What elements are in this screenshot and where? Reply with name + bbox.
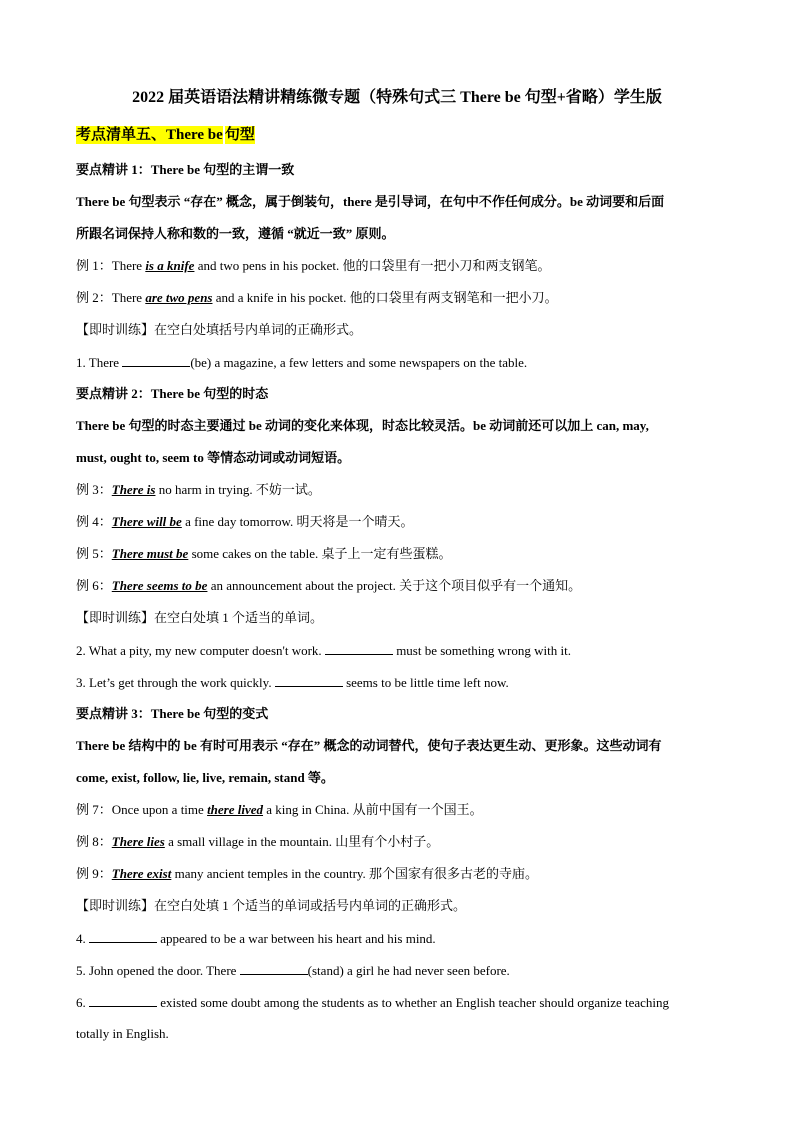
example-7-emphasis: there lived	[207, 802, 264, 817]
example-8-rest: a small village in the mountain. 山里有个小村子。	[164, 834, 440, 849]
example-6	[76, 578, 581, 594]
example-3-rest: no harm in trying. 不妨一试。	[155, 482, 321, 497]
example-4	[76, 514, 414, 530]
example-6-rest: an announcement about the project. 关于这个项目似乎有一个通知。	[207, 578, 582, 593]
point1-desc-line2: 所跟名词保持人称和数的一致，遵循 “就近一致” 原则。	[76, 226, 395, 241]
training-instruction-2: 【即时训练】在空白处填 1 个适当的单词。	[76, 610, 324, 625]
question-2-rest: must be something wrong with it.	[392, 643, 571, 658]
example-9-prefix: 例 9：	[76, 866, 112, 881]
document-title: 2022 届英语语法精讲精练微专题（特殊句式三 There be 句型+省略）学生版	[132, 89, 662, 106]
example-4-rest: a fine day tomorrow. 明天将是一个晴天。	[181, 514, 414, 529]
example-5-rest: some cakes on the table. 桌子上一定有些蛋糕。	[188, 546, 452, 561]
example-1	[76, 258, 550, 274]
question-3-rest: seems to be little time left now.	[342, 675, 509, 690]
question-1-prefix: 1. There	[76, 355, 123, 370]
question-4-blank[interactable]	[89, 930, 157, 943]
example-3-emphasis: There is	[111, 482, 156, 497]
example-9-emphasis: There exist	[111, 866, 172, 881]
training-instruction-1: 【即时训练】在空白处填括号内单词的正确形式。	[76, 322, 363, 337]
section-heading	[76, 124, 255, 146]
question-4	[76, 930, 436, 947]
example-9	[76, 866, 538, 882]
example-9-rest: many ancient temples in the country. 那个国家有很多古老的寺庙。	[171, 866, 539, 881]
question-1-rest: (be) a magazine, a few letters and some newspapers on the table.	[190, 355, 528, 370]
question-6-rest: existed some doubt among the students as to whether an English teacher should organize teaching	[157, 995, 670, 1010]
example-1-rest: and two pens in his pocket. 他的口袋里有一把小刀和两支钢笔。	[194, 258, 551, 273]
question-1	[76, 354, 527, 371]
question-6-continued: totally in English.	[76, 1026, 169, 1041]
question-3-prefix: 3. Let’s get through the work quickly.	[76, 675, 275, 690]
example-5-prefix: 例 5：	[76, 546, 112, 561]
example-8-prefix: 例 8：	[76, 834, 112, 849]
example-2	[76, 290, 558, 306]
point3-heading: 要点精讲 3：There be 句型的变式	[76, 706, 269, 721]
question-4-prefix: 4.	[76, 931, 89, 946]
example-2-rest: and a knife in his pocket. 他的口袋里有两支钢笔和一把小刀。	[212, 290, 558, 305]
section-heading-highlight-2: 句型	[224, 127, 255, 143]
example-2-emphasis: are two pens	[145, 290, 213, 305]
example-4-prefix: 例 4：	[76, 514, 112, 529]
example-5	[76, 546, 452, 562]
example-7-prefix: 例 7：Once upon a time	[76, 802, 208, 817]
section-heading-highlight: 考点清单五、There be	[76, 127, 223, 143]
question-6-blank[interactable]	[89, 994, 157, 1007]
example-6-emphasis: There seems to be	[111, 578, 208, 593]
question-5	[76, 962, 510, 979]
question-5-blank[interactable]	[240, 962, 308, 975]
question-2	[76, 642, 571, 659]
point1-heading: 要点精讲 1：There be 句型的主谓一致	[76, 162, 295, 177]
point2-desc-line1: There be 句型的时态主要通过 be 动词的变化来体现，时态比较灵活。be 动词前还可以加上 can, may,	[76, 418, 649, 433]
question-2-prefix: 2. What a pity, my new computer doesn't work.	[76, 643, 325, 658]
question-6-prefix: 6.	[76, 995, 89, 1010]
point3-desc-line1: There be 结构中的 be 有时可用表示 “存在” 概念的动词替代，使句子表达更生动、更形象。这些动词有	[76, 738, 662, 753]
training-instruction-3: 【即时训练】在空白处填 1 个适当的单词或括号内单词的正确形式。	[76, 898, 467, 913]
example-6-prefix: 例 6：	[76, 578, 112, 593]
question-4-rest: appeared to be a war between his heart and his mind.	[157, 931, 436, 946]
example-1-prefix: 例 1：There	[76, 258, 146, 273]
example-4-emphasis: There will be	[111, 514, 182, 529]
point2-heading: 要点精讲 2：There be 句型的时态	[76, 386, 269, 401]
example-3-prefix: 例 3：	[76, 482, 112, 497]
question-5-prefix: 5. John opened the door. There	[76, 963, 240, 978]
example-8	[76, 834, 439, 850]
question-5-rest: (stand) a girl he had never seen before.	[307, 963, 510, 978]
question-2-blank[interactable]	[325, 642, 393, 655]
example-7	[76, 802, 483, 818]
question-3-blank[interactable]	[275, 674, 343, 687]
example-7-rest: a king in China. 从前中国有一个国王。	[263, 802, 483, 817]
question-6	[76, 994, 669, 1011]
example-2-prefix: 例 2：There	[76, 290, 146, 305]
question-1-blank[interactable]	[122, 354, 190, 367]
example-3	[76, 482, 321, 498]
example-8-emphasis: There lies	[111, 834, 165, 849]
point2-desc-line2: must, ought to, seem to 等情态动词或动词短语。	[76, 450, 351, 465]
point1-desc-line1: There be 句型表示 “存在” 概念，属于倒装句，there 是引导词，在句中不作任何成分。be 动词要和后面	[76, 194, 665, 209]
question-3	[76, 674, 509, 691]
example-1-emphasis: is a knife	[145, 258, 195, 273]
example-5-emphasis: There must be	[111, 546, 189, 561]
point3-desc-line2: come, exist, follow, lie, live, remain, stand 等。	[76, 770, 334, 785]
